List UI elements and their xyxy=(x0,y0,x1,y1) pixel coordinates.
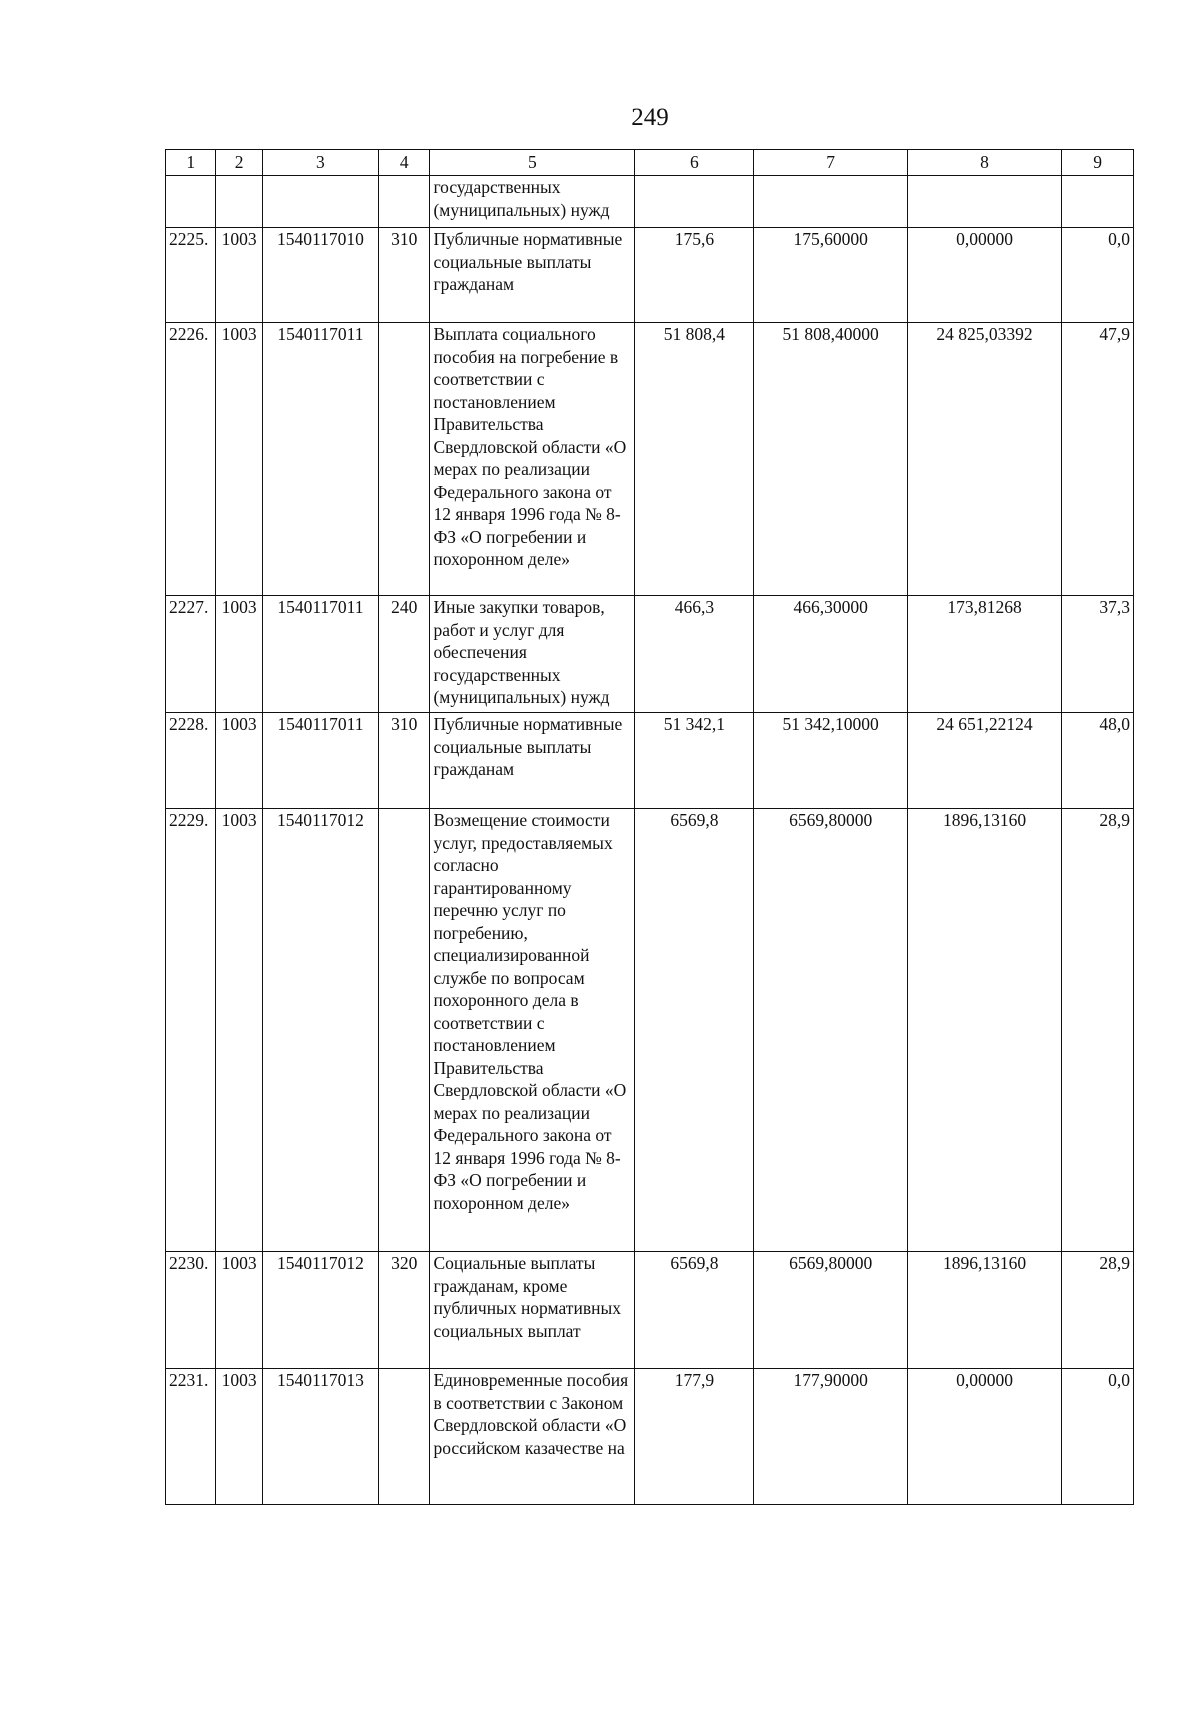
row-number-cell: 2229. xyxy=(166,809,216,1252)
percent-cell: 28,9 xyxy=(1062,809,1134,1252)
percent-cell: 0,0 xyxy=(1062,228,1134,323)
target-code-cell: 1540117011 xyxy=(262,596,378,713)
percent-cell: 47,9 xyxy=(1062,323,1134,596)
section-code-cell: 1003 xyxy=(216,596,262,713)
row-number-cell: 2228. xyxy=(166,713,216,809)
row-number-cell: 2230. xyxy=(166,1252,216,1369)
target-code-cell: 1540117012 xyxy=(262,1252,378,1369)
expense-type-cell xyxy=(378,1369,429,1505)
table-row xyxy=(166,713,1134,809)
table-row xyxy=(166,323,1134,596)
approved-amount-cell: 175,60000 xyxy=(754,228,907,323)
plan-amount-cell: 177,9 xyxy=(635,1369,754,1505)
approved-amount-cell: 177,90000 xyxy=(754,1369,907,1505)
executed-amount-cell: 173,81268 xyxy=(907,596,1061,713)
target-code-cell: 1540117011 xyxy=(262,713,378,809)
table-row xyxy=(166,596,1134,713)
target-code-cell: 1540117012 xyxy=(262,809,378,1252)
approved-amount-cell: 6569,80000 xyxy=(754,1252,907,1369)
section-code-cell: 1003 xyxy=(216,1252,262,1369)
header-cell: 7 xyxy=(754,150,907,176)
section-code-cell: 1003 xyxy=(216,228,262,323)
row-number-cell: 2225. xyxy=(166,228,216,323)
approved-amount-cell: 51 808,40000 xyxy=(754,323,907,596)
percent-cell: 28,9 xyxy=(1062,1252,1134,1369)
approved-amount-cell: 51 342,10000 xyxy=(754,713,907,809)
plan-amount-cell: 51 342,1 xyxy=(635,713,754,809)
expense-type-cell xyxy=(378,323,429,596)
expense-type-cell: 310 xyxy=(378,713,429,809)
budget-table xyxy=(165,149,1134,1505)
description-cell: Возмещение стоимости услуг, предоставляемых согласно гарантированному перечню услуг по погребению, специализированной службе по вопросам похоронного дела в соответствии с постановлением Правительства Свердловской области «О мерах по реализации Федерального закона от 12 января 1996 года № 8-ФЗ «О погребении и похоронном деле» xyxy=(430,809,635,1252)
executed-amount-cell: 24 651,22124 xyxy=(907,713,1061,809)
row-number-cell: 2226. xyxy=(166,323,216,596)
header-cell: 5 xyxy=(430,150,635,176)
section-code-cell: 1003 xyxy=(216,809,262,1252)
executed-amount-cell: 1896,13160 xyxy=(907,809,1061,1252)
table-row xyxy=(166,1252,1134,1369)
percent-cell: 37,3 xyxy=(1062,596,1134,713)
executed-amount-cell: 0,00000 xyxy=(907,1369,1061,1505)
executed-amount-cell: 0,00000 xyxy=(907,228,1061,323)
percent-cell: 48,0 xyxy=(1062,713,1134,809)
plan-amount-cell: 51 808,4 xyxy=(635,323,754,596)
target-code-cell: 1540117011 xyxy=(262,323,378,596)
header-cell: 9 xyxy=(1062,150,1134,176)
expense-type-cell: 320 xyxy=(378,1252,429,1369)
description-cell: Выплата социального пособия на погребение в соответствии с постановлением Правительства Свердловской области «О мерах по реализации Федерального закона от 12 января 1996 года № 8-ФЗ «О погребении и похоронном деле» xyxy=(430,323,635,596)
header-cell: 3 xyxy=(262,150,378,176)
header-cell: 8 xyxy=(907,150,1061,176)
header-cell: 1 xyxy=(166,150,216,176)
expense-type-cell xyxy=(378,809,429,1252)
header-cell: 6 xyxy=(635,150,754,176)
description-cell: Иные закупки товаров, работ и услуг для обеспечения государственных (муниципальных) нужд xyxy=(430,596,635,713)
page-number: 249 xyxy=(631,104,669,131)
table-row xyxy=(166,809,1134,1252)
row-number-cell: 2231. xyxy=(166,1369,216,1505)
description-cell: государственных (муниципальных) нужд xyxy=(430,176,635,228)
expense-type-cell: 240 xyxy=(378,596,429,713)
percent-cell: 0,0 xyxy=(1062,1369,1134,1505)
description-cell: Единовременные пособия в соответствии с Законом Свердловской области «О российском казачестве на xyxy=(430,1369,635,1505)
table-row xyxy=(166,1369,1134,1505)
executed-amount-cell: 1896,13160 xyxy=(907,1252,1061,1369)
plan-amount-cell: 6569,8 xyxy=(635,809,754,1252)
target-code-cell: 1540117013 xyxy=(262,1369,378,1505)
description-cell: Публичные нормативные социальные выплаты гражданам xyxy=(430,228,635,323)
plan-amount-cell: 175,6 xyxy=(635,228,754,323)
row-number-cell: 2227. xyxy=(166,596,216,713)
header-cell: 2 xyxy=(216,150,262,176)
section-code-cell: 1003 xyxy=(216,323,262,596)
plan-amount-cell: 466,3 xyxy=(635,596,754,713)
approved-amount-cell: 466,30000 xyxy=(754,596,907,713)
expense-type-cell: 310 xyxy=(378,228,429,323)
target-code-cell: 1540117010 xyxy=(262,228,378,323)
description-cell: Публичные нормативные социальные выплаты гражданам xyxy=(430,713,635,809)
section-code-cell: 1003 xyxy=(216,1369,262,1505)
table-row xyxy=(166,228,1134,323)
approved-amount-cell: 6569,80000 xyxy=(754,809,907,1252)
description-cell: Социальные выплаты гражданам, кроме публичных нормативных социальных выплат xyxy=(430,1252,635,1369)
section-code-cell: 1003 xyxy=(216,713,262,809)
table-header-row xyxy=(166,150,1134,176)
plan-amount-cell: 6569,8 xyxy=(635,1252,754,1369)
header-cell: 4 xyxy=(378,150,429,176)
table-row-continuation xyxy=(166,176,1134,228)
executed-amount-cell: 24 825,03392 xyxy=(907,323,1061,596)
